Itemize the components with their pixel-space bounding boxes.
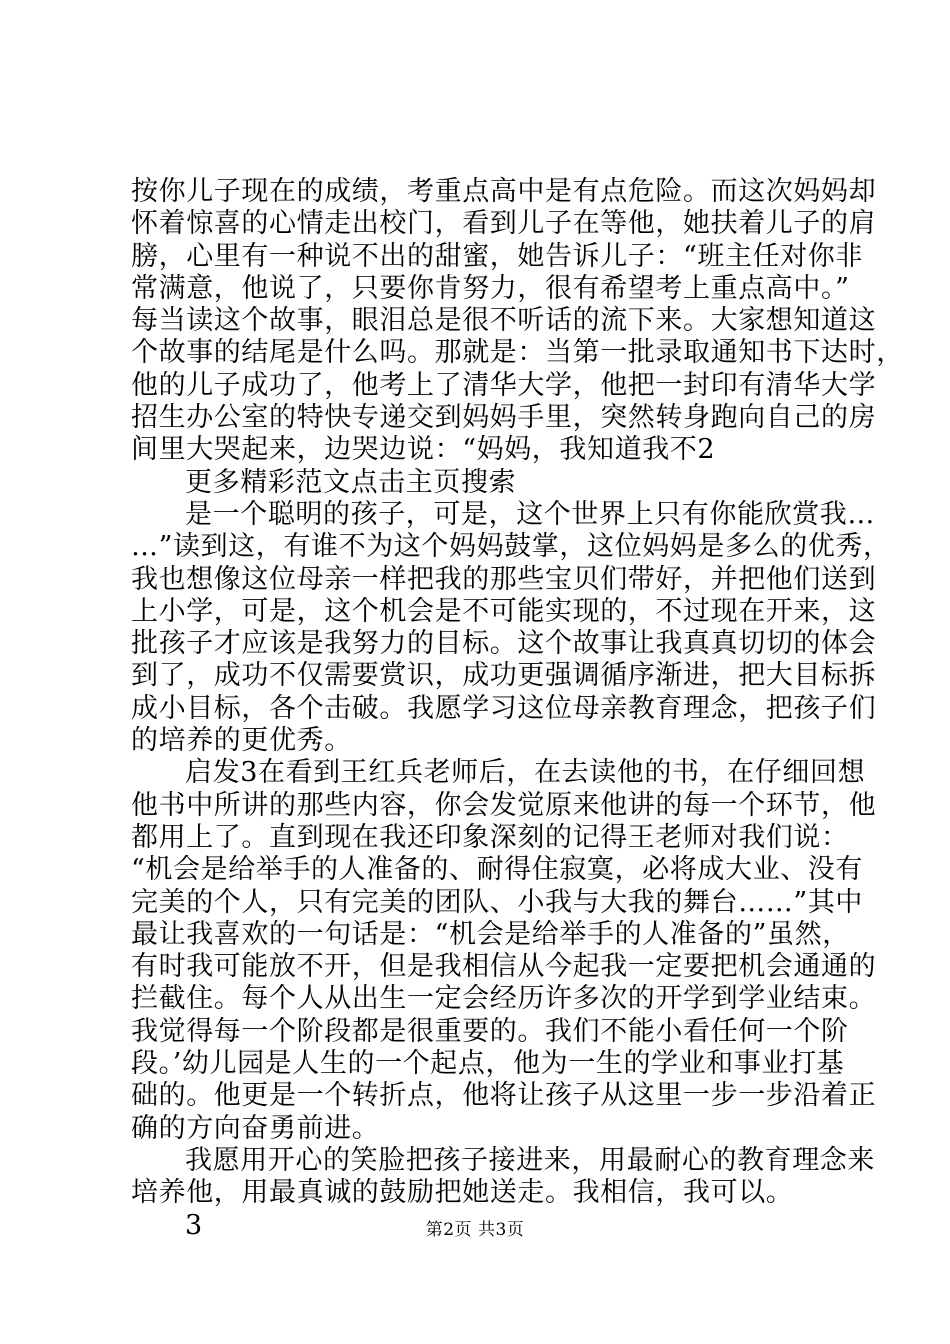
text-line: 招生办公室的特快专递交到妈妈手里，突然转身跑向自己的房 [131, 402, 877, 434]
text-line: 膀，心里有一种说不出的甜蜜，她告诉儿子：“班主任对你非 [131, 240, 864, 272]
text-line: 是一个聪明的孩子，可是，这个世界上只有你能欣赏我… [185, 498, 875, 530]
text-line: 确的方向奋勇前进。 [131, 1112, 380, 1144]
inline-page-number: 3 [185, 1209, 203, 1241]
text-line: 我也想像这位母亲一样把我的那些宝贝们带好，并把他们送到 [131, 563, 877, 595]
text-line: “机会是给举手的人准备的、耐得住寂寞，必将成大业、没有 [131, 854, 864, 886]
text-line: 个故事的结尾是什么吗。那就是：当第一批录取通知书下达时， [131, 337, 904, 369]
text-line: 每当读这个故事，眼泪总是很不听话的流下来。大家想知道这 [131, 305, 877, 337]
text-line: 上小学，可是，这个机会是不可能实现的，不过现在开来，这 [131, 595, 877, 627]
text-line: 培养他，用最真诚的鼓励把她送走。我相信，我可以。 [131, 1177, 794, 1209]
text-line: 段。’幼儿园是人生的一个起点，他为一生的学业和事业打基 [131, 1048, 845, 1080]
text-line: 都用上了。直到现在我还印象深刻的记得王老师对我们说： [131, 821, 849, 853]
page-footer: 第2页 共3页 [425, 1220, 525, 1240]
text-line: 怀着惊喜的心情走出校门，看到儿子在等他，她扶着儿子的肩 [131, 208, 877, 240]
text-line: 按你儿子现在的成绩，考重点高中是有点危险。而这次妈妈却 [131, 176, 877, 207]
text-line: 我觉得每一个阶段都是很重要的。我们不能小看任何一个阶 [131, 1015, 849, 1047]
text-line: …”读到这，有谁不为这个妈妈鼓掌，这位妈妈是多么的优秀， [131, 531, 891, 563]
text-line: 间里大哭起来，边哭边说：“妈妈，我知道我不2 [131, 434, 716, 466]
document-body [131, 176, 904, 1242]
text-line: 到了，成功不仅需要赏识，成功更强调循序渐进，把大目标拆 [131, 660, 877, 692]
text-line: 常满意，他说了，只要你肯努力，很有希望考上重点高中。” [131, 272, 850, 304]
text-line: 完美的个人，只有完美的团队、小我与大我的舞台……”其中 [131, 886, 864, 918]
text-line: 成小目标，各个击破。我愿学习这位母亲教育理念，把孩子们 [131, 692, 877, 724]
text-line: 拦截住。每个人从出生一定会经历许多次的开学到学业结束。 [131, 983, 877, 1015]
text-line: 他书中所讲的那些内容，你会发觉原来他讲的每一个环节，他 [131, 789, 877, 821]
text-line: 有时我可能放不开，但是我相信从今起我一定要把机会通通的 [131, 951, 877, 983]
text-line: 他的儿子成功了，他考上了清华大学，他把一封印有清华大学 [131, 369, 877, 401]
text-line: 最让我喜欢的一句话是：“机会是给举手的人准备的”虽然， [131, 918, 850, 950]
text-line: 我愿用开心的笑脸把孩子接进来，用最耐心的教育理念来 [185, 1144, 875, 1176]
text-line: 批孩子才应该是我努力的目标。这个故事让我真真切切的体会 [131, 628, 877, 660]
text-line: 础的。他更是一个转折点，他将让孩子从这里一步一步沿着正 [131, 1080, 877, 1112]
promo-line: 更多精彩范文点击主页搜索 [185, 466, 517, 498]
text-line: 启发3在看到王红兵老师后，在去读他的书，在仔细回想 [185, 757, 866, 789]
text-line: 的培养的更优秀。 [131, 725, 352, 757]
